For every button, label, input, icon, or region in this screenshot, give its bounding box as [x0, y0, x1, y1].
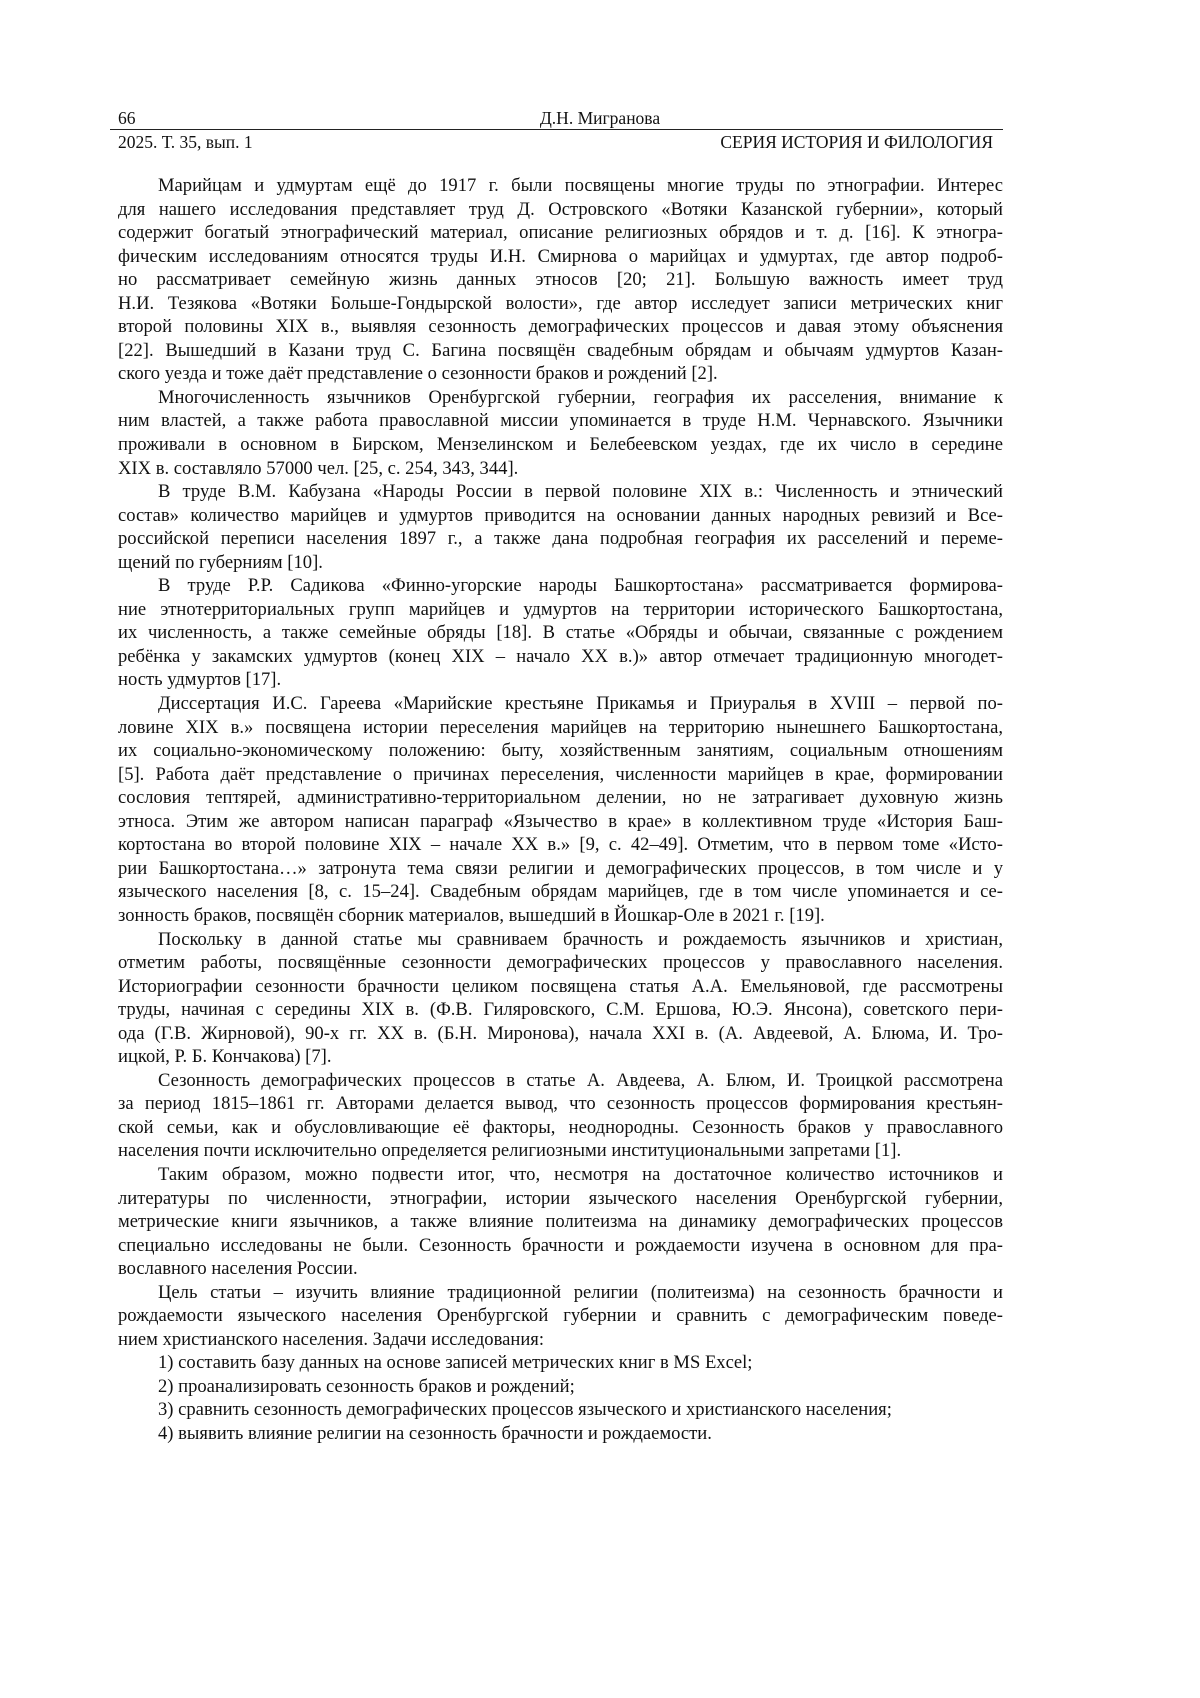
task-list-item: 3) сравнить сезонность демографических процессов языческого и христианского населения;	[158, 1399, 892, 1421]
paragraph	[118, 1069, 1003, 1163]
text-line: ность удмуртов [17].	[118, 669, 282, 691]
text-line: Таким образом, можно подвести итог, что, несмотря на достаточное количество источников и	[158, 1163, 1003, 1185]
text-line: ицкой, Р. Б. Кончакова) [7].	[118, 1046, 332, 1068]
paragraph	[118, 1163, 1003, 1281]
paragraph	[118, 574, 1003, 692]
text-line: для нашего исследования представляет труд Д. Островского «Вотяки Казанской губернии», который	[118, 198, 1003, 220]
text-line: содержит богатый этнографический материал, описание религиозных обрядов и т. д. [16]. К этногра-	[118, 222, 1003, 244]
text-line: Сезонность демографических процессов в статье А. Авдеева, А. Блюм, И. Троицкой рассмотрена	[158, 1069, 1003, 1091]
task-list-item: 1) составить базу данных на основе записей метрических книг в MS Excel;	[158, 1352, 753, 1374]
text-line: второй половины XIX в., выявляя сезонность демографических процессов и давая этому объяснения	[118, 316, 1003, 338]
text-line: [5]. Работа даёт представление о причинах переселения, численности марийцев в крае, формировании	[118, 763, 1003, 785]
text-line: сословия тептярей, административно-территориальном делении, но не затрагивает духовную жизнь	[118, 787, 1003, 809]
text-line: состав» количество марийцев и удмуртов приводится на основании данных народных ревизий и Все-	[118, 504, 1003, 526]
text-line: Цель статьи – изучить влияние традиционной религии (политеизма) на сезонность брачности и	[158, 1281, 1003, 1303]
text-line: кортостана во второй половине XIX – начале XX в.» [9, с. 42–49]. Отметим, что в первом томе «Исто-	[118, 834, 1003, 856]
text-line: но рассматривает семейную жизнь данных этносов [20; 21]. Большую важность имеет труд	[118, 269, 1003, 291]
paragraph	[118, 692, 1003, 927]
task-list-item: 2) проанализировать сезонность браков и рождений;	[158, 1375, 575, 1397]
text-line: населения почти исключительно определяется религиозными институциональными запретами [1].	[118, 1140, 902, 1162]
text-line: В труде В.М. Кабузана «Народы России в первой половине XIX в.: Численность и этнический	[158, 481, 1003, 503]
journal-series: СЕРИЯ ИСТОРИЯ И ФИЛОЛОГИЯ	[720, 132, 993, 152]
text-line: [22]. Вышедший в Казани труд С. Багина посвящён свадебным обрядам и обычаям удмуртов Казан-	[118, 339, 1003, 361]
text-line: Марийцам и удмуртам ещё до 1917 г. были посвящены многие труды по этнографии. Интерес	[158, 175, 1003, 196]
text-line: ода (Г.В. Жирновой), 90-х гг. XX в. (Б.Н. Миронова), начала XXI в. (А. Авдеевой, А. Блюма, И. Тро-	[118, 1022, 1003, 1044]
text-line: Н.И. Тезякова «Вотяки Больше-Гондырской волости», где автор исследует записи метрических книг	[118, 292, 1003, 314]
article-body	[118, 174, 1003, 1446]
task-list-item: 4) выявить влияние религии на сезонность брачности и рождаемости.	[158, 1422, 712, 1444]
text-line: Многочисленность язычников Оренбургской губернии, география их расселения, внимание к	[158, 386, 1003, 408]
text-line: российской переписи населения 1897 г., а также дана подробная география их расселений и переме-	[118, 528, 1003, 550]
text-line: Диссертация И.С. Гареева «Марийские крестьяне Прикамья и Приуралья в XVIII – первой по-	[158, 693, 1003, 715]
paragraph	[118, 928, 1003, 1069]
text-line: ребёнка у закамских удмуртов (конец XIX – начало XX в.)» автор отмечает традиционную многодет-	[118, 645, 1003, 667]
text-line: зонность браков, посвящён сборник материалов, вышедший в Йошкар-Оле в 2021 г. [19].	[118, 904, 825, 926]
text-line: рии Башкортостана…» затронута тема связи религии и демографических процессов, в том числе и у	[118, 857, 1003, 879]
text-line: этноса. Этим же автором написан параграф «Язычество в крае» в коллективном труде «История Баш-	[118, 810, 1003, 832]
text-line: ского уезда и тоже даёт представление о сезонности браков и рождений [2].	[118, 363, 718, 385]
header-rule	[110, 129, 1003, 130]
text-line: отметим работы, посвящённые сезонности демографических процессов у православного населения.	[118, 952, 1003, 974]
text-line: их численность, а также семейные обряды [18]. В статье «Обряды и обычаи, связанные с рождением	[118, 622, 1003, 644]
text-line: Историографии сезонности брачности целиком посвящена статья А.А. Емельяновой, где рассмотрены	[118, 975, 1003, 997]
paragraph	[118, 174, 1003, 386]
journal-issue: 2025. Т. 35, вып. 1	[118, 132, 253, 152]
page-number: 66	[118, 108, 136, 128]
paragraph	[118, 480, 1003, 574]
text-line: Поскольку в данной статье мы сравниваем брачность и рождаемость язычников и христиан,	[158, 928, 1003, 950]
text-line: фическим исследованиям относятся труды И.Н. Смирнова о марийцах и удмуртах, где автор подроб-	[118, 245, 1003, 267]
running-head-author: Д.Н. Мигранова	[539, 108, 661, 128]
text-line: рождаемости языческого населения Оренбургской губернии и сравнить с демографическим поведе-	[118, 1305, 1003, 1327]
text-line: XIX в. составляло 57000 чел. [25, с. 254, 343, 344].	[118, 457, 519, 479]
paragraph	[118, 386, 1003, 480]
text-line: проживали в основном в Бирском, Мензелинском и Белебеевском уездах, где их число в середине	[118, 434, 1003, 456]
text-line: языческого населения [8, с. 15–24]. Свадебным обрядам марийцев, где в том числе упоминается и се-	[118, 881, 1003, 903]
paragraph	[118, 1281, 1003, 1352]
text-line: В труде Р.Р. Садикова «Финно-угорские народы Башкортостана» рассматривается формирова-	[158, 575, 1003, 597]
text-line: щений по губерниям [10].	[118, 551, 323, 573]
text-line: метрические книги язычников, а также влияние политеизма на динамику демографических процессов	[118, 1211, 1003, 1233]
text-line: специально исследованы не были. Сезонность брачности и рождаемости изучена в основном для пра-	[118, 1234, 1003, 1256]
text-line: их социально-экономическому положению: быту, хозяйственным занятиям, социальным отношениям	[118, 740, 1003, 762]
task-list	[118, 1351, 1003, 1445]
text-line: нием христианского населения. Задачи исследования:	[118, 1328, 545, 1350]
text-line: ним властей, а также работа православной миссии упоминается в труде Н.М. Чернавского. Язычники	[118, 410, 1003, 432]
text-line: труды, начиная с середины XIX в. (Ф.В. Гиляровского, С.М. Ершова, Ю.Э. Янсона), советского пери-	[118, 999, 1003, 1021]
text-line: литературы по численности, этнографии, истории языческого населения Оренбургской губернии,	[118, 1187, 1003, 1209]
text-line: вославного населения России.	[118, 1258, 358, 1280]
text-line: ской семьи, как и обусловливающие её факторы, неоднородны. Сезонность браков у православного	[118, 1116, 1003, 1138]
text-line: ловине XIX в.» посвящена истории переселения марийцев на территорию нынешнего Башкортостана,	[118, 716, 1003, 738]
text-line: за период 1815–1861 гг. Авторами делается вывод, что сезонность процессов формирования крестьян-	[118, 1093, 1003, 1115]
text-line: ние этнотерриториальных групп марийцев и удмуртов на территории исторического Башкортостана,	[118, 598, 1003, 620]
